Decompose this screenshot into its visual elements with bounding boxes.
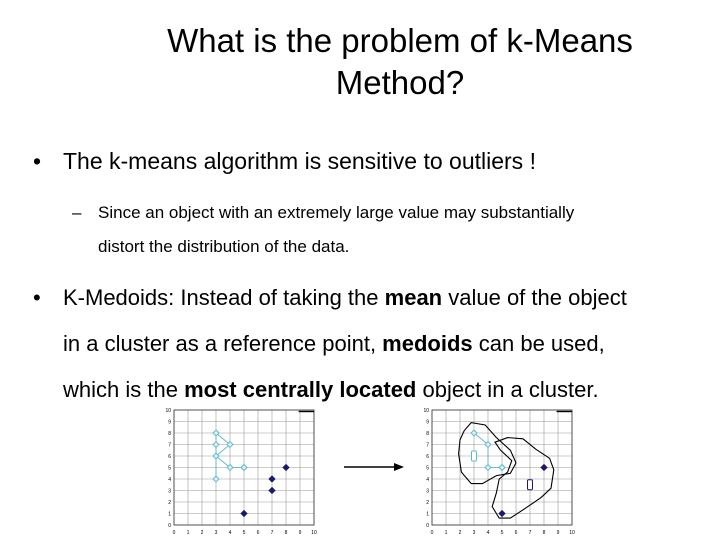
x-tick-label: 9 [298, 530, 302, 536]
y-tick-label: 2 [168, 500, 171, 506]
data-point-dark [269, 488, 275, 494]
sub-bullet-line-1: Since an object with an extremely large value may substantially [98, 203, 575, 222]
k-medoids-line-2 [33, 321, 703, 367]
medoid-point [528, 480, 533, 490]
bullet-marker: • [33, 285, 41, 310]
data-point-dark [269, 476, 275, 482]
y-tick-label: 10 [423, 408, 429, 414]
bullet-text: The k-means algorithm is sensitive to outliers ! [63, 148, 536, 174]
bullet-k-medoids [33, 275, 703, 413]
y-tick-label: 5 [426, 465, 429, 472]
x-tick-label: 9 [556, 530, 560, 536]
cluster-boundary-2 [492, 438, 554, 518]
data-point-dark [499, 511, 505, 517]
x-tick-label: 8 [284, 530, 288, 536]
x-tick-label: 5 [242, 530, 246, 536]
x-tick-label: 8 [542, 530, 546, 536]
x-tick-label: 1 [186, 530, 190, 536]
x-tick-label: 7 [528, 530, 532, 536]
y-tick-label: 4 [168, 477, 171, 483]
y-tick-label: 0 [426, 523, 429, 529]
y-tick-label: 0 [168, 523, 171, 529]
x-tick-label: 6 [256, 530, 260, 536]
x-tick-label: 4 [228, 530, 232, 536]
plot-area [165, 408, 317, 536]
kmeans-scatter-plot [162, 404, 322, 538]
y-tick-label: 10 [165, 408, 171, 414]
data-point-light [499, 465, 505, 471]
x-tick-label: 7 [270, 530, 274, 536]
y-tick-label: 7 [426, 442, 429, 449]
data-point-dark [541, 465, 547, 471]
text-span: which is the [63, 377, 185, 402]
k-medoids-line-1 [33, 275, 703, 321]
y-tick-label: 8 [168, 431, 171, 437]
cluster-link [216, 456, 230, 468]
transform-arrow [342, 460, 406, 474]
y-tick-label: 5 [168, 465, 171, 472]
bullet-marker: • [33, 148, 42, 174]
x-tick-label: 10 [569, 530, 575, 536]
y-tick-label: 7 [168, 442, 171, 449]
y-tick-label: 9 [168, 419, 171, 426]
x-tick-label: 6 [514, 530, 518, 536]
data-point-light [241, 465, 247, 471]
y-tick-label: 1 [426, 511, 429, 518]
cluster-boundary-1 [459, 423, 516, 484]
x-tick-label: 1 [444, 530, 448, 536]
x-tick-label: 10 [311, 530, 317, 536]
y-tick-label: 6 [426, 454, 429, 460]
k-medoids-line-3 [33, 367, 703, 413]
x-tick-label: 5 [500, 530, 504, 536]
text-span: in a cluster as a reference point, [63, 331, 383, 356]
x-tick-label: 2 [458, 530, 462, 536]
y-tick-label: 1 [168, 511, 171, 518]
medoid-point [472, 451, 477, 461]
x-tick-label: 0 [172, 530, 176, 536]
y-tick-label: 2 [426, 500, 429, 506]
text-span: object in a cluster. [416, 377, 599, 402]
y-tick-label: 4 [426, 477, 429, 483]
x-tick-label: 3 [472, 530, 476, 536]
data-point-dark [241, 511, 247, 517]
y-tick-label: 9 [426, 419, 429, 426]
slide-title-line-1: What is the problem of k-Means [167, 22, 633, 59]
slide-title-line-2: Method? [335, 64, 465, 101]
data-point-light [485, 465, 491, 471]
x-tick-label: 3 [214, 530, 218, 536]
sub-bullet-extreme-value [72, 196, 692, 264]
x-tick-label: 2 [200, 530, 204, 536]
y-tick-label: 6 [168, 454, 171, 460]
emphasis-most-central: most centrally located [184, 377, 417, 402]
x-tick-label: 0 [430, 530, 434, 536]
data-point-light [213, 476, 219, 482]
slide-title [80, 20, 720, 104]
y-tick-label: 8 [426, 431, 429, 437]
y-tick-label: 3 [168, 488, 171, 495]
cluster-link [216, 445, 230, 457]
data-point-light [213, 442, 219, 448]
kmedoids-scatter-plot [420, 404, 580, 538]
data-point-dark [283, 465, 289, 471]
arrow-head [394, 463, 404, 471]
y-tick-label: 3 [426, 488, 429, 495]
bullet-kmeans-outliers [33, 146, 703, 176]
cluster-link [216, 433, 230, 445]
emphasis-mean: mean [384, 285, 443, 310]
plot-area [423, 408, 575, 536]
text-span: can be used, [472, 331, 605, 356]
sub-bullet-marker: – [72, 203, 82, 222]
sub-bullet-line-2: distort the distribution of the data. [98, 237, 350, 256]
text-span: value of the object [442, 285, 627, 310]
emphasis-medoids: medoids [382, 331, 473, 356]
cluster-link [474, 433, 488, 445]
text-span: K-Medoids: Instead of taking the [63, 285, 385, 310]
x-tick-label: 4 [486, 530, 490, 536]
